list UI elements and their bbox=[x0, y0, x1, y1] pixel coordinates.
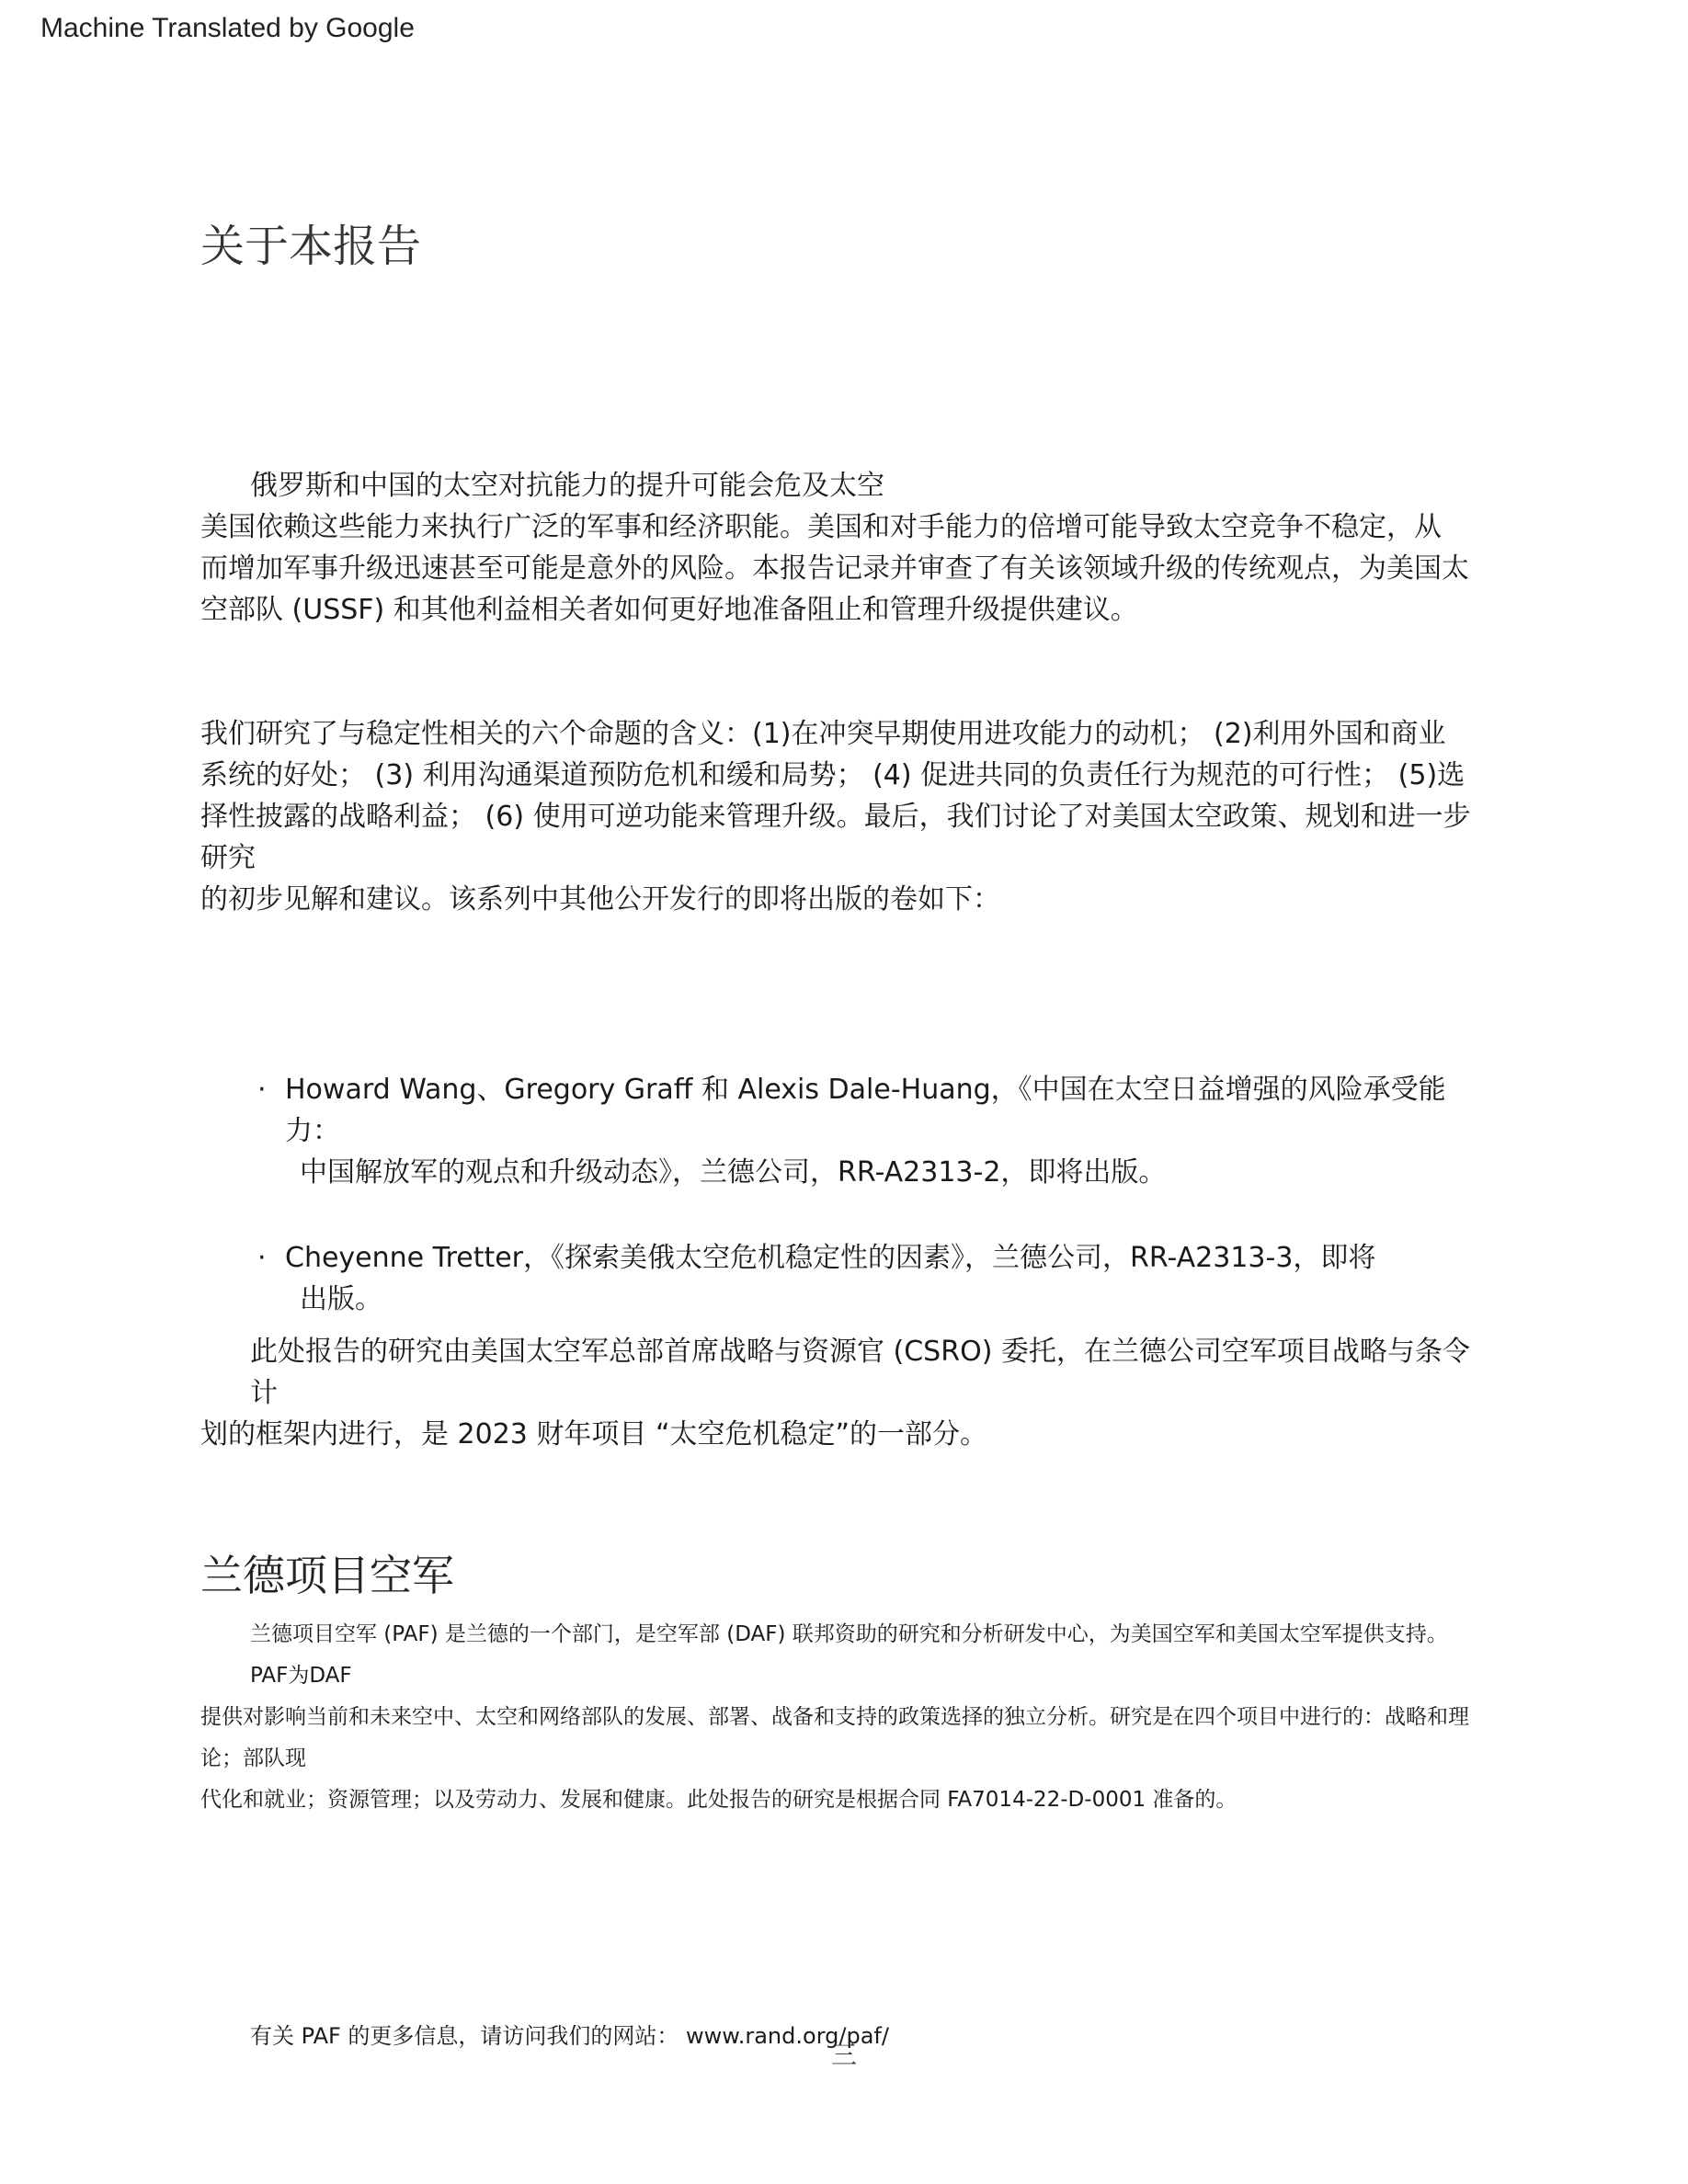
about-paragraph-1-line: 美国依赖这些能力来执行广泛的军事和经济职能。美国和对手能力的倍增可能导致太空竞争不稳定，从 bbox=[200, 510, 1442, 543]
about-paragraph-2-line: 的初步见解和建议。该系列中其他公开发行的即将出版的卷如下： bbox=[200, 882, 1000, 916]
about-paragraph-3-line: 划的框架内进行，是 2023 财年项目 “太空危机稳定”的一部分。 bbox=[200, 1417, 988, 1450]
machine-translation-banner: Machine Translated by Google bbox=[40, 13, 415, 43]
bullet-icon: · bbox=[257, 1241, 267, 1274]
about-paragraph-1-line: 而增加军事升级迅速甚至可能是意外的风险。本报告记录并审查了有关该领域升级的传统观点，为美国太 bbox=[200, 552, 1469, 585]
spacer bbox=[200, 274, 1488, 465]
about-paragraph-2-line: 我们研究了与稳定性相关的六个命题的含义：(1)在冲突早期使用进攻能力的动机； (2)利用外国和商业 bbox=[200, 717, 1446, 750]
list-item-line: Cheyenne Tretter，《探索美俄太空危机稳定性的因素》，兰德公司，RR-A2313-3，即将 bbox=[285, 1241, 1376, 1274]
list-item bbox=[200, 1069, 1488, 1193]
paf-paragraph-line: 代化和就业；资源管理；以及劳动力、发展和健康。此处报告的研究是根据合同 FA7014-22-D-0001 准备的。 bbox=[200, 1787, 1237, 1812]
spacer bbox=[200, 1601, 1488, 1614]
spacer bbox=[200, 1455, 1488, 1551]
spacer bbox=[200, 631, 1488, 713]
about-paragraph-1-line: 俄罗斯和中国的太空对抗能力的提升可能会危及太空 bbox=[250, 469, 884, 502]
spacer bbox=[200, 920, 1488, 1069]
bullet-icon: · bbox=[257, 1073, 267, 1106]
list-item-line: 出版。 bbox=[300, 1282, 382, 1315]
list-item-line: Howard Wang、Gregory Graff 和 Alexis Dale-Huang，《中国在太空日益增强的风险承受能力： bbox=[285, 1073, 1446, 1147]
spacer bbox=[200, 1821, 1488, 2018]
paf-paragraph bbox=[200, 1614, 1488, 1821]
forthcoming-volumes-list bbox=[200, 1069, 1488, 1320]
about-paragraph-1 bbox=[200, 465, 1488, 631]
paf-heading: 兰德项目空军 bbox=[200, 1550, 454, 1600]
about-paragraph-1-line: 空部队 (USSF) 和其他利益相关者如何更好地准备阻止和管理升级提供建议。 bbox=[200, 593, 1138, 626]
paf-more-info: 有关 PAF 的更多信息，请访问我们的网站： www.rand.org/paf/ bbox=[250, 2022, 889, 2049]
list-item-line: 中国解放军的观点和升级动态》，兰德公司，RR-A2313-2，即将出版。 bbox=[300, 1155, 1167, 1189]
about-paragraph-3-line: 此处报告的研究由美国太空军总部首席战略与资源官 (CSRO) 委托，在兰德公司空军项目战略与条令计 bbox=[250, 1335, 1470, 1409]
report-page bbox=[200, 221, 1488, 2054]
paf-paragraph-line: 提供对影响当前和未来空中、太空和网络部队的发展、部署、战备和支持的政策选择的独立分析。研究是在四个项目中进行的：战略和理论；部队现 bbox=[200, 1704, 1469, 1770]
about-paragraph-2-line: 系统的好处； (3) 利用沟通渠道预防危机和缓和局势； (4) 促进共同的负责任行为规范的可行性； (5)选 bbox=[200, 758, 1466, 791]
about-paragraph-2-line: 择性披露的战略利益； (6) 使用可逆功能来管理升级。最后，我们讨论了对美国太空政策、规划和进一步研究 bbox=[200, 800, 1471, 874]
spacer bbox=[200, 1320, 1488, 1331]
about-paragraph-2 bbox=[200, 713, 1488, 920]
paf-paragraph-line: 兰德项目空军 (PAF) 是兰德的一个部门，是空军部 (DAF) 联邦资助的研究和分析研发中心，为美国空军和美国太空军提供支持。 PAF为DAF bbox=[250, 1621, 1448, 1688]
list-item bbox=[200, 1237, 1488, 1320]
about-heading: 关于本报告 bbox=[200, 221, 422, 272]
page-number: 三 bbox=[830, 2040, 857, 2070]
about-paragraph-3 bbox=[200, 1331, 1488, 1455]
